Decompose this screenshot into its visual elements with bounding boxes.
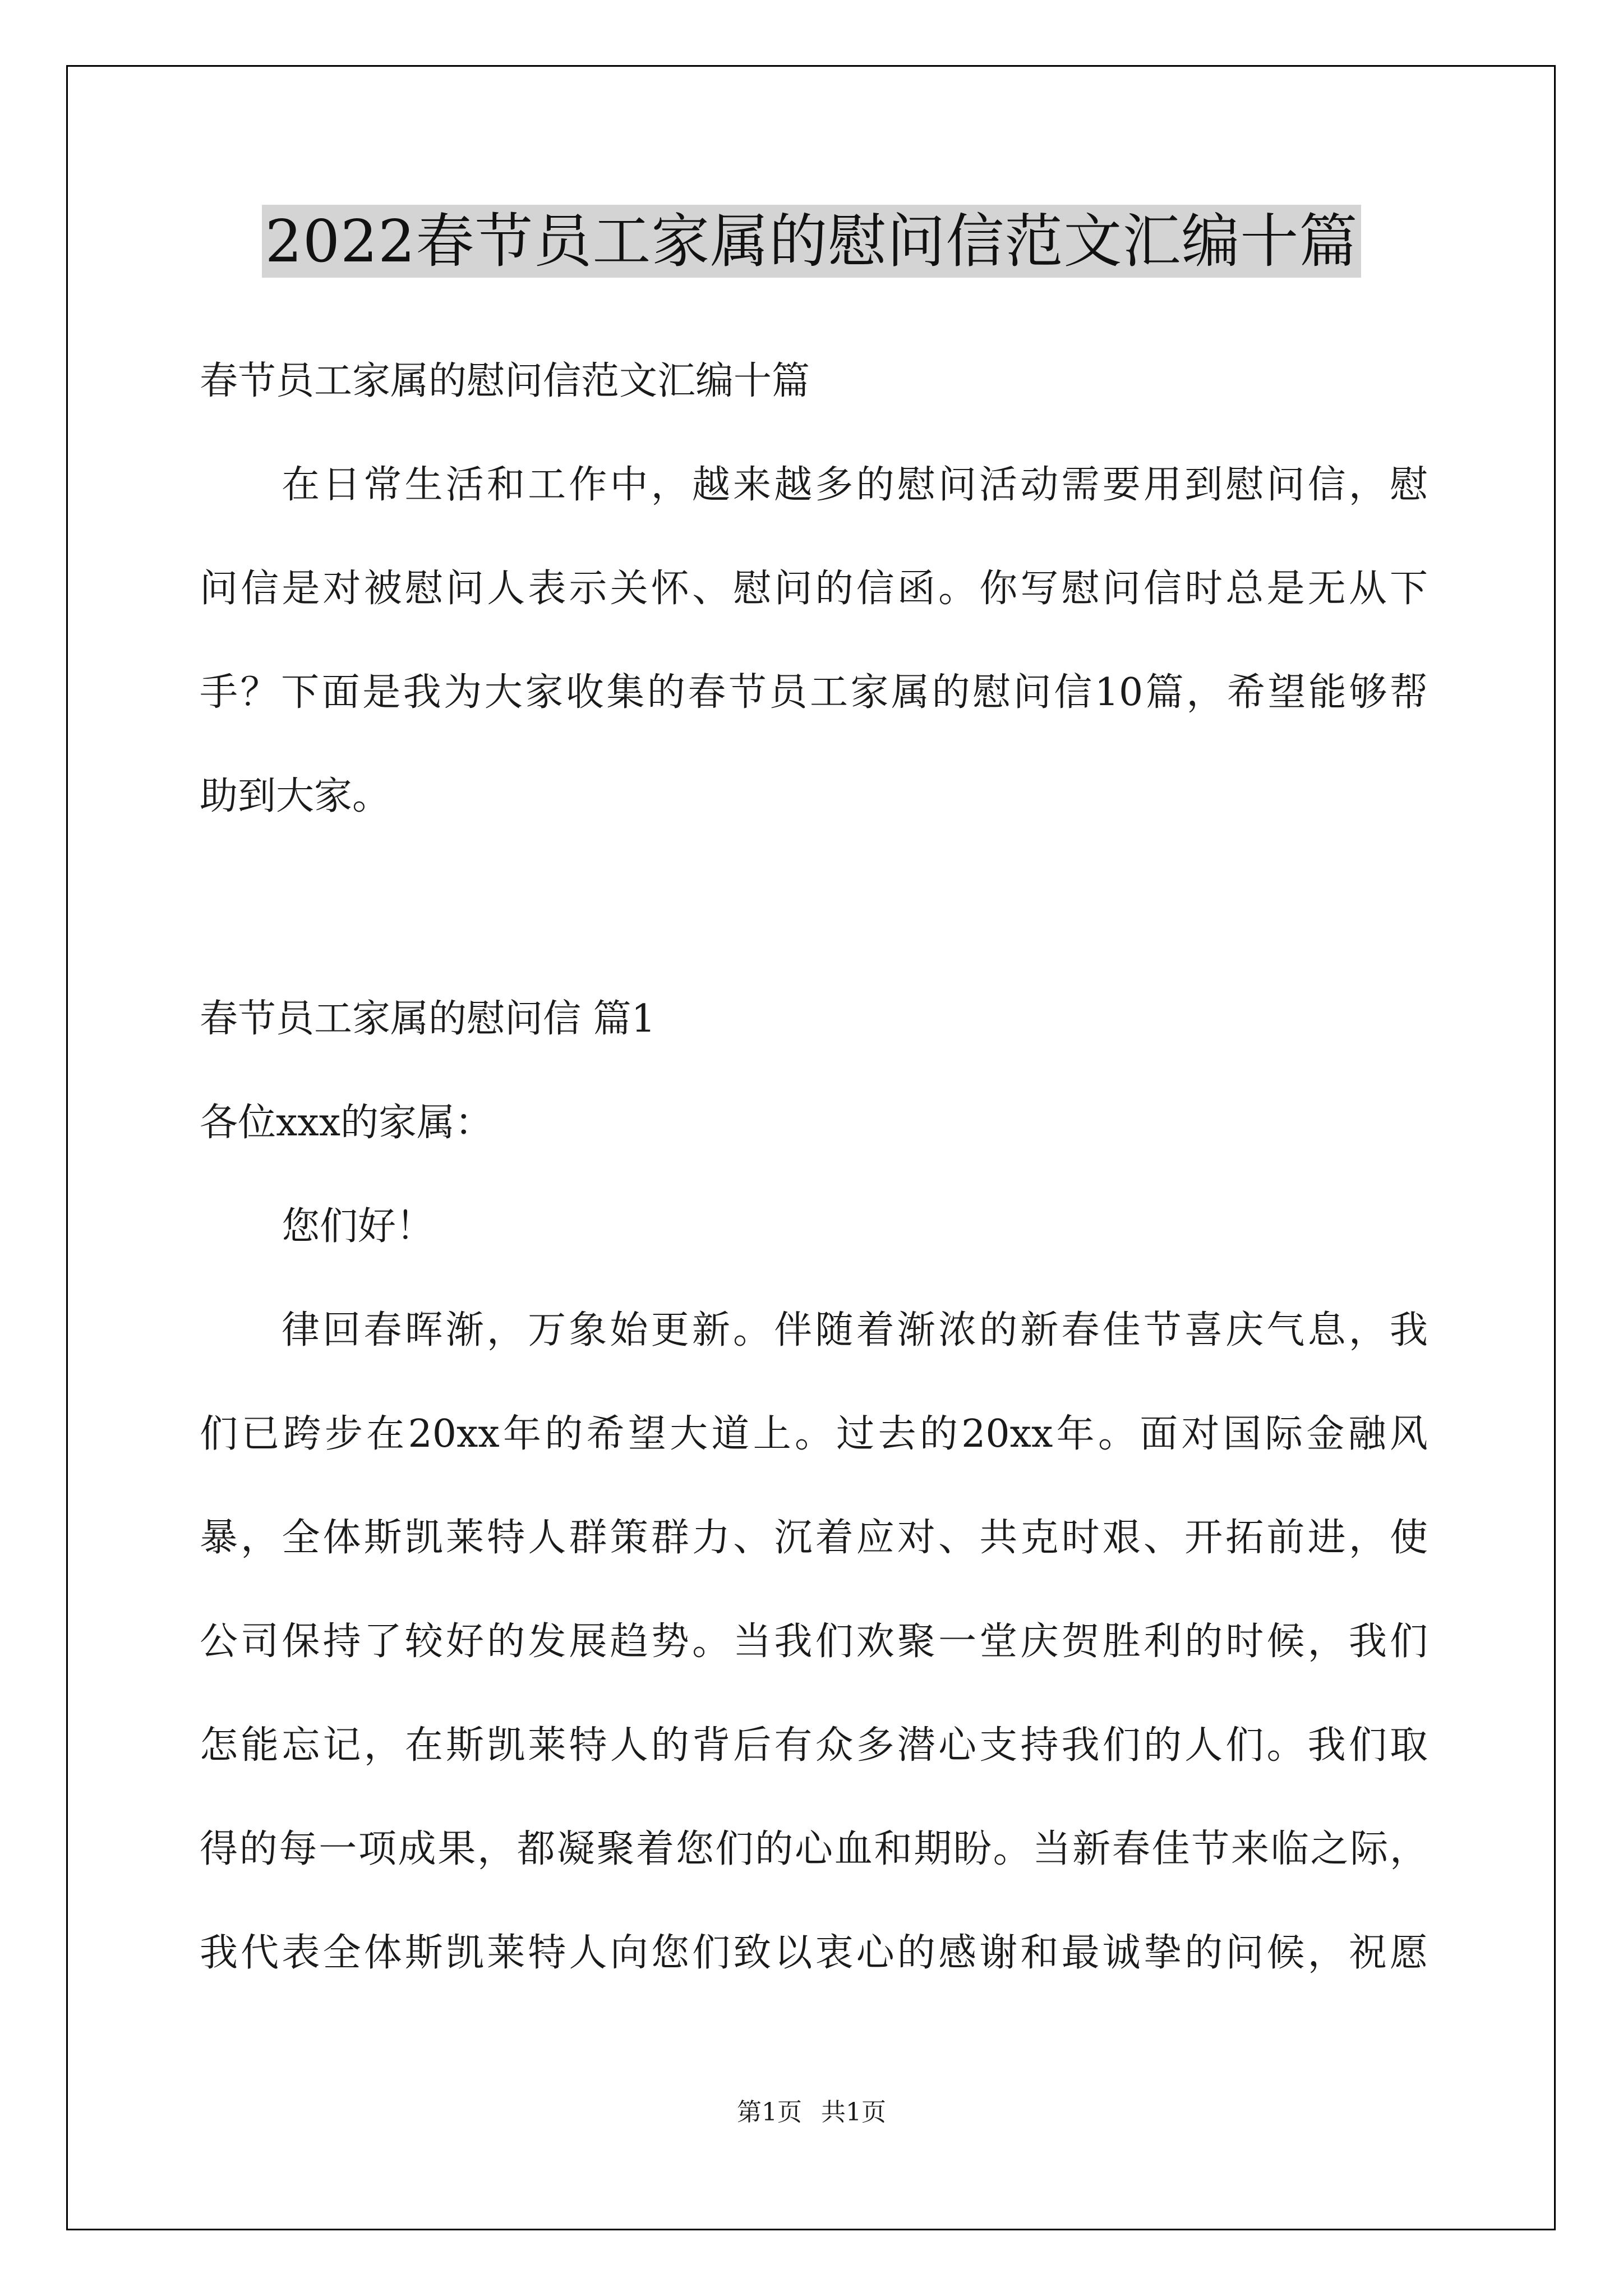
page-number: 第1页 [737,2098,802,2127]
intro-line: 在日常生活和工作中，越来越多的慰问活动需要用到慰问信，慰 [282,463,1428,507]
title-container [0,205,1623,278]
intro-line: 问信是对被慰问人表示关怀、慰问的信函。你写慰问信时总是无从下 [200,567,1428,611]
salutation: 各位xxx的家属： [200,1101,494,1145]
body-line: 公司保持了较好的发展趋势。当我们欢聚一堂庆贺胜利的时候，我们 [200,1619,1428,1664]
intro-line: 手？下面是我为大家收集的春节员工家属的慰问信10篇，希望能够帮 [200,670,1428,715]
body-line: 我代表全体斯凯莱特人向您们致以衷心的感谢和最诚挚的问候，祝愿 [200,1931,1428,1975]
document-title: 2022春节员工家属的慰问信范文汇编十篇 [262,205,1362,278]
page-footer [0,2097,1623,2128]
section-heading: 春节员工家属的慰问信 篇1 [200,997,656,1041]
body-line: 怎能忘记，在斯凯莱特人的背后有众多潜心支持我们的人们。我们取 [200,1723,1428,1768]
body-line: 律回春晖渐，万象始更新。伴随着渐浓的新春佳节喜庆气息，我 [282,1308,1428,1352]
page-total: 共1页 [821,2098,886,2127]
body-line: 得的每一项成果，都凝聚着您们的心血和期盼。当新春佳节来临之际， [200,1827,1428,1871]
greeting: 您们好！ [282,1204,435,1249]
body-line: 们已跨步在20xx年的希望大道上。过去的20xx年。面对国际金融风 [200,1412,1428,1456]
intro-line: 助到大家。 [200,774,391,818]
body-line: 暴，全体斯凯莱特人群策群力、沉着应对、共克时艰、开拓前进，使 [200,1516,1428,1560]
subtitle: 春节员工家属的慰问信范文汇编十篇 [200,359,810,403]
